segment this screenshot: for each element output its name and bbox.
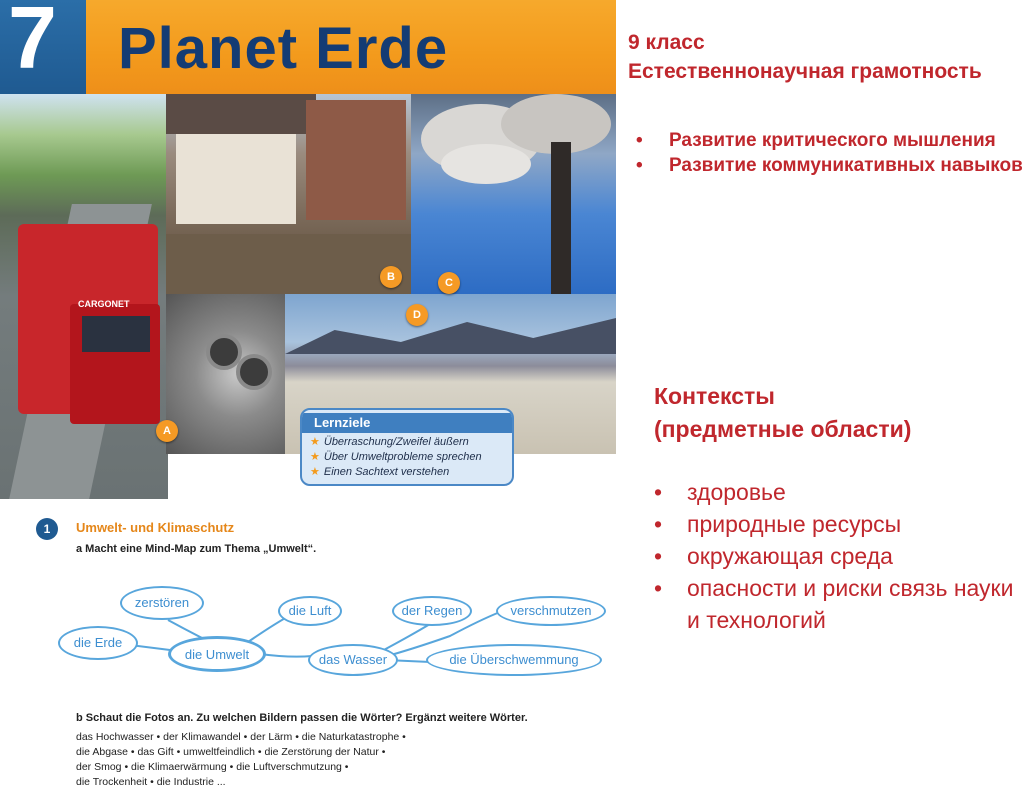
star-icon: ★ [310, 451, 320, 463]
context-item: • природные ресурсы [654, 508, 1029, 540]
contexts-list [654, 476, 1029, 636]
grade-label: 9 класс [628, 31, 705, 54]
truck-brand-label: CARGONET [78, 299, 130, 309]
goals-list [636, 128, 1031, 178]
contexts-heading-line: (предметные области) [654, 416, 912, 442]
learning-goals-box [300, 408, 514, 486]
exercise-task-a: a Macht eine Mind-Map zum Thema „Umwelt“. [76, 543, 317, 555]
goal-item: • Развитие коммуникативных навыков [636, 153, 1031, 178]
word-list-line: der Smog • die Klimaerwärmung • die Luftverschmutzung • [76, 761, 349, 773]
photo-marker-b: B [380, 266, 402, 288]
context-item: • опасности и риски связь науки и технологий [654, 572, 1029, 636]
mind-map-node: die Erde [58, 626, 138, 660]
photo-c-smokestack [411, 94, 616, 294]
contexts-heading [654, 380, 911, 446]
learning-goal-item: ★ Über Umweltprobleme sprechen [310, 451, 482, 463]
photo-b-flood [166, 94, 411, 294]
contexts-heading-line: Контексты [654, 383, 775, 409]
mind-map-node: der Regen [392, 596, 472, 626]
mind-map-node: verschmutzen [496, 596, 606, 626]
photo-marker-a: A [156, 420, 178, 442]
chimney [551, 142, 571, 294]
context-item: • здоровье [654, 476, 1029, 508]
chapter-number-box [0, 0, 86, 94]
mind-map-node: die Luft [278, 596, 342, 626]
word-list-line: die Abgase • das Gift • umweltfeindlich • die Zerstörung der Natur • [76, 746, 386, 758]
chapter-number: 7 [8, 0, 57, 87]
subject-label: Естественнонаучная грамотность [628, 60, 982, 83]
learning-goals-title: Lernziele [302, 413, 512, 433]
context-item: • окружающая среда [654, 540, 1029, 572]
chapter-title: Planet Erde [118, 16, 449, 81]
slide-text-panel [616, 0, 1031, 789]
learning-goal-item: ★ Einen Sachtext verstehen [310, 466, 450, 478]
mind-map-node: zerstören [120, 586, 204, 620]
star-icon: ★ [310, 466, 320, 478]
learning-goal-item: ★ Überraschung/Zweifel äußern [310, 436, 469, 448]
photo-marker-c: C [438, 272, 460, 294]
word-list-line: das Hochwasser • der Klimawandel • der Lärm • die Naturkatastrophe • [76, 731, 406, 743]
photo-a-traffic [0, 94, 168, 499]
exercise-task-b: b Schaut die Fotos an. Zu welchen Bildern passen die Wörter? Ergänzt weitere Wörter. [76, 712, 528, 724]
word-list-line: die Trockenheit • die Industrie ... [76, 776, 226, 788]
mind-map-node: die Überschwemmung [426, 644, 602, 676]
photo-exhaust-pipes [166, 294, 286, 454]
photo-marker-d: D [406, 304, 428, 326]
mind-map [50, 580, 610, 690]
goal-item: • Развитие критического мышления [636, 128, 1031, 153]
exercise-number-badge: 1 [36, 518, 58, 540]
star-icon: ★ [310, 436, 320, 448]
flood-water [166, 234, 411, 294]
mind-map-node: das Wasser [308, 644, 398, 676]
mind-map-center-node: die Umwelt [168, 636, 266, 672]
exercise-title: Umwelt- und Klimaschutz [76, 520, 235, 535]
